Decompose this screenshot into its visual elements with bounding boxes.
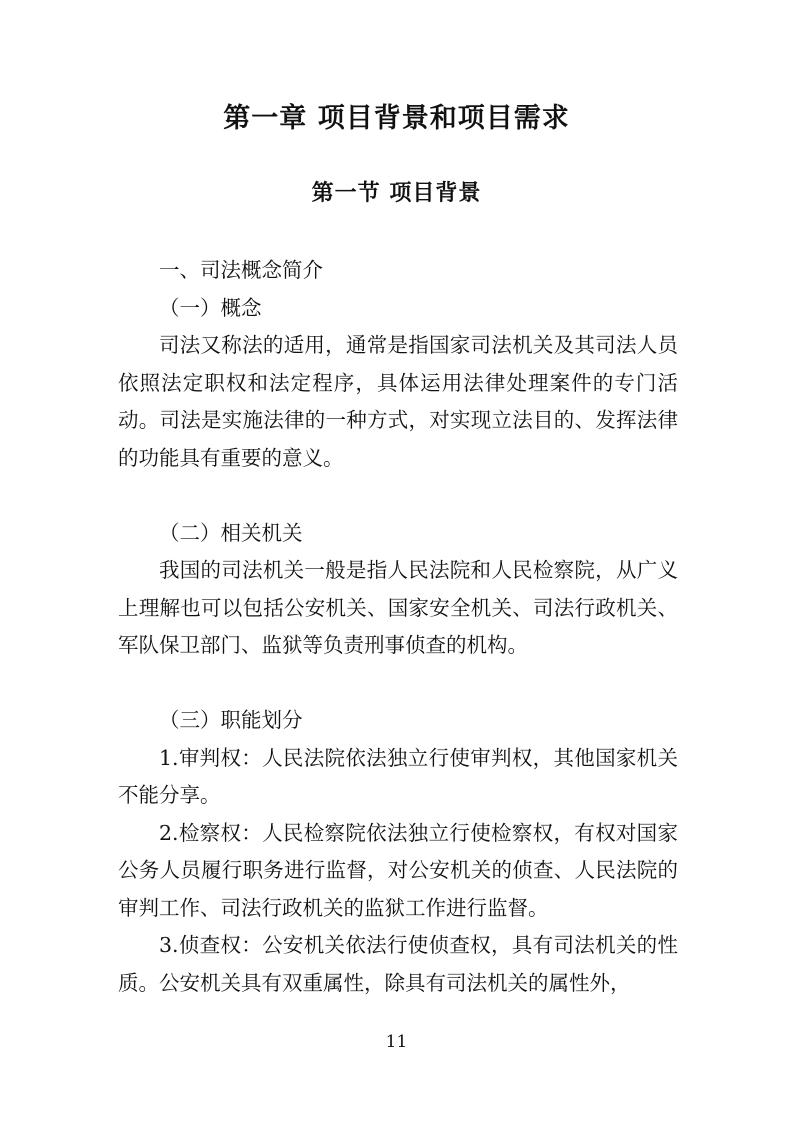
paragraph-spacer bbox=[118, 477, 678, 515]
paragraph-concept: 司法又称法的适用，通常是指国家司法机关及其司法人员依照法定职权和法定程序，具体运用法律处理案件的专门活动。司法是实施法律的一种方式，对实现立法目的、发挥法律的功能具有重要的意义。 bbox=[118, 333, 678, 470]
section-title: 第一节 项目背景 bbox=[311, 181, 482, 206]
list-item-investigation: 3.侦查权：公安机关依法行使侦查权，具有司法机关的性质。公安机关具有双重属性，除具有司法机关的属性外， bbox=[118, 933, 678, 995]
list-item-adjudication: 1.审判权：人民法院依法独立行使审判权，其他国家机关不能分享。 bbox=[118, 745, 678, 807]
body-text bbox=[118, 252, 678, 1002]
list-item-procuratorial: 2.检察权：人民检察院依法独立行使检察权，有权对国家公务人员履行职务进行监督，对公安机关的侦查、人民法院的审判工作、司法行政机关的监狱工作进行监督。 bbox=[118, 820, 678, 920]
chapter-title: 第一章 项目背景和项目需求 bbox=[223, 103, 570, 134]
paragraph-organs: 我国的司法机关一般是指人民法院和人民检察院，从广义上理解也可以包括公安机关、国家安全机关、司法行政机关、军队保卫部门、监狱等负责刑事侦查的机构。 bbox=[118, 558, 678, 657]
subsection-heading-functions: （三）职能划分 bbox=[159, 708, 303, 732]
subsection-heading-organs: （二）相关机关 bbox=[159, 520, 303, 545]
subsection-heading-concept: （一）概念 bbox=[159, 295, 262, 320]
paragraph-spacer bbox=[118, 665, 678, 703]
page-number: 11 bbox=[385, 1032, 408, 1052]
intro-heading: 一、司法概念简介 bbox=[159, 258, 323, 282]
